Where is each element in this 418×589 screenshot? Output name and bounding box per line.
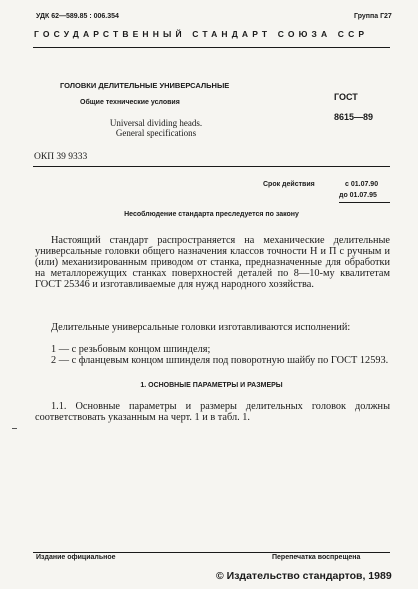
gost-label: ГОСТ	[334, 92, 358, 102]
standard-header: ГОСУДАРСТВЕННЫЙ СТАНДАРТ СОЮЗА ССР	[34, 29, 369, 39]
title-block-rule	[33, 166, 390, 167]
english-title-line2: General specifications	[115, 128, 197, 138]
english-title	[91, 118, 221, 138]
header-rule	[33, 47, 390, 48]
document-title: ГОЛОВКИ ДЕЛИТЕЛЬНЫЕ УНИВЕРСАЛЬНЫЕ	[60, 81, 230, 90]
versions-list	[35, 345, 390, 367]
section-heading: 1. ОСНОВНЫЕ ПАРАМЕТРЫ И РАЗМЕРЫ	[140, 382, 283, 389]
copyright: © Издательство стандартов, 1989	[216, 570, 392, 582]
okp-code: ОКП 39 9333	[34, 152, 88, 162]
group-code: Группа Г27	[354, 13, 392, 20]
list-item: 1 — с резьбовым концом шпинделя;	[51, 344, 211, 355]
versions-paragraph: Делительные универсальные головки изготавливаются исполнений:	[51, 322, 351, 333]
footer-rule	[33, 552, 390, 553]
footer-official-edition: Издание официальное	[36, 554, 116, 561]
udk-code: УДК 62—589.85 : 006.354	[36, 13, 119, 20]
margin-mark	[12, 428, 17, 429]
validity-from: с 01.07.90	[345, 181, 379, 188]
gost-number: 8615—89	[334, 112, 374, 122]
legal-notice: Несоблюдение стандарта преследуется по закону	[124, 211, 299, 218]
validity-to: до 01.07.95	[339, 192, 377, 199]
section-paragraph: 1.1. Основные параметры и размеры делительных головок должны соответствовать указанным на черт. 1 и в табл. 1.	[35, 401, 390, 423]
footer-reprint-notice: Перепечатка воспрещена	[272, 554, 361, 561]
document-subtitle: Общие технические условия	[80, 99, 180, 106]
list-item: 2 — с фланцевым концом шпинделя под поворотную шайбу по ГОСТ 12593.	[51, 354, 389, 366]
validity-label: Срок действия	[263, 181, 315, 188]
validity-rule	[339, 202, 390, 203]
english-title-line1: Universal dividing heads.	[109, 118, 203, 128]
intro-paragraph: Настоящий стандарт распространяется на механические делительные универсальные головки общего назначения классов точности Н и П с ручным и (или) механизированным приводом от станка, предназначенные для обработки на металлорежущих станках поверхностей деталей по 8—10-му квалитетам ГОСТ 25346 и изготавливаемые для нужд народного хозяйства.	[35, 235, 390, 290]
